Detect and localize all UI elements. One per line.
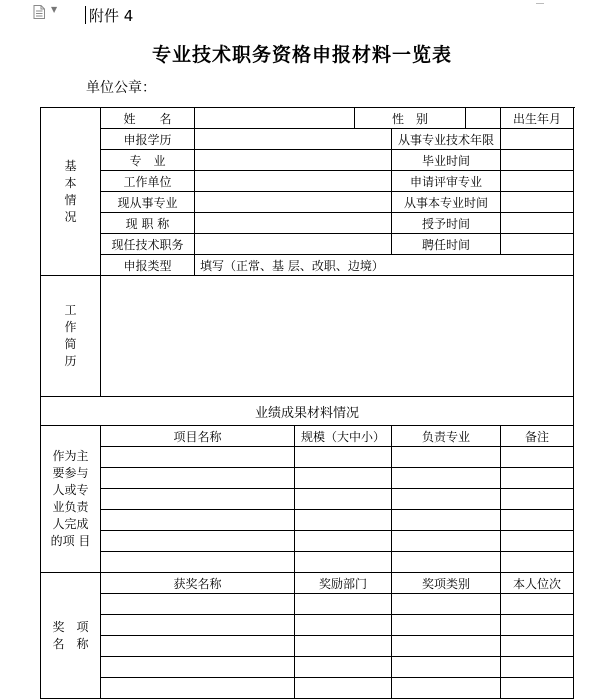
page-title: 专业技术职务资格申报材料一览表 (151, 44, 452, 66)
work-history-field[interactable] (101, 276, 574, 397)
current-major-field[interactable] (195, 192, 392, 213)
table-row (41, 657, 574, 678)
gender-label: 性 别 (355, 108, 466, 129)
table-row (41, 594, 574, 615)
attachment-label: 附件 4 (89, 7, 134, 25)
table-row (41, 489, 574, 510)
work-unit-field[interactable] (195, 171, 392, 192)
page-corner-mark (536, 0, 544, 4)
apply-major-field[interactable] (501, 171, 574, 192)
apply-type-label: 申报类型 (101, 255, 195, 276)
table-row (41, 447, 574, 468)
table-row (41, 678, 574, 699)
years-label: 从事专业技术年限 (392, 129, 501, 150)
awards-col-award-category: 奖项类别 (392, 573, 501, 594)
major-field[interactable] (195, 150, 392, 171)
performance-col-responsible-major: 负责专业 (392, 426, 501, 447)
document-icon[interactable] (33, 5, 45, 19)
position-field[interactable] (195, 234, 392, 255)
awards-side-label: 奖 项 名 称 (41, 573, 101, 699)
performance-col-remarks: 备注 (501, 426, 574, 447)
current-title-field[interactable] (195, 213, 392, 234)
grant-time-label: 授予时间 (392, 213, 501, 234)
apply-major-label: 申请评审专业 (392, 171, 501, 192)
current-major-label: 现从事专业 (101, 192, 195, 213)
awards-col-personal-rank: 本人位次 (501, 573, 574, 594)
table-row (41, 510, 574, 531)
application-form-table (40, 107, 574, 699)
awards-col-award-dept: 奖励部门 (295, 573, 392, 594)
table-row (41, 552, 574, 573)
dropdown-caret-icon[interactable]: ▼ (51, 5, 58, 14)
table-row (41, 615, 574, 636)
basic-info-section-label: 基 本 情 况 (41, 108, 101, 276)
hire-time-label: 聘任时间 (392, 234, 501, 255)
gender-field[interactable] (466, 108, 501, 129)
table-row (41, 468, 574, 489)
current-years-field[interactable] (501, 192, 574, 213)
education-field[interactable] (195, 129, 392, 150)
performance-col-scale: 规模（大中小） (295, 426, 392, 447)
performance-col-project-name: 项目名称 (101, 426, 295, 447)
unit-seal-label: 单位公章： (86, 80, 156, 96)
table-row (41, 636, 574, 657)
hire-time-field[interactable] (501, 234, 574, 255)
awards-col-award-name: 获奖名称 (101, 573, 295, 594)
grad-time-field[interactable] (501, 150, 574, 171)
education-label: 申报学历 (101, 129, 195, 150)
name-label: 姓 名 (101, 108, 195, 129)
position-label: 现任技术职务 (101, 234, 195, 255)
grad-time-label: 毕业时间 (392, 150, 501, 171)
performance-section-title: 业绩成果材料情况 (41, 397, 574, 426)
current-title-label: 现 职 称 (101, 213, 195, 234)
years-field[interactable] (501, 129, 574, 150)
text-cursor (85, 6, 86, 24)
work-unit-label: 工作单位 (101, 171, 195, 192)
name-field[interactable] (195, 108, 355, 129)
grant-time-field[interactable] (501, 213, 574, 234)
apply-type-field[interactable]: 填写（正常、基 层、改职、边境） (195, 255, 574, 276)
birth-label: 出生年月 (501, 108, 574, 129)
current-years-label: 从事本专业时间 (392, 192, 501, 213)
work-history-section-label: 工 作 简 历 (41, 276, 101, 397)
major-label: 专 业 (101, 150, 195, 171)
performance-side-label: 作为主 要参与 人或专 业负责 人完成 的项 目 (41, 426, 101, 573)
table-row (41, 531, 574, 552)
